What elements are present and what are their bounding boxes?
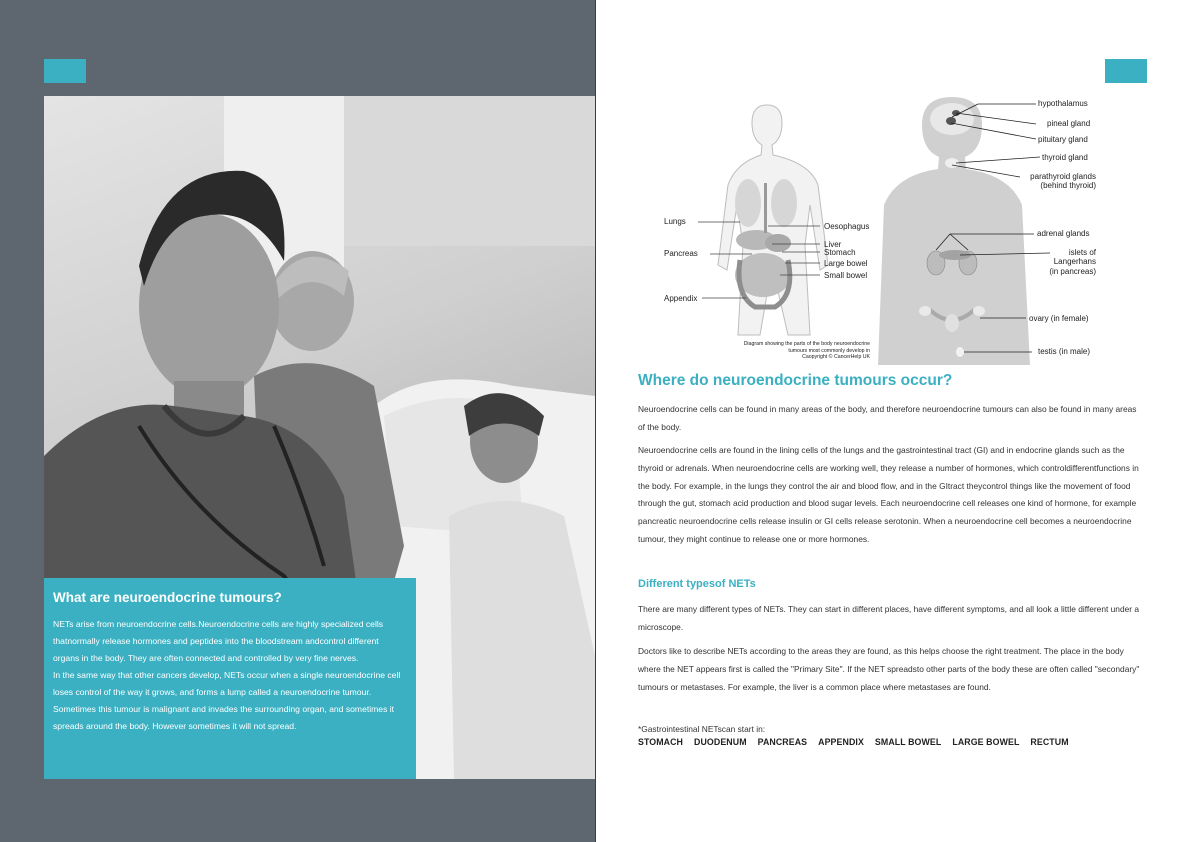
label-pancreas: Pancreas	[664, 249, 698, 258]
label-behind-thyroid: (behind thyroid)	[1040, 181, 1096, 190]
label-parathyroid-glands: parathyroid glands	[1030, 172, 1096, 181]
site-large-bowel: LARGE BOWEL	[952, 737, 1020, 747]
label-small-bowel: Small bowel	[824, 271, 868, 280]
site-pancreas: PANCREAS	[757, 737, 808, 747]
subheading: Different typesof NETs	[638, 578, 756, 590]
primary-sites-list	[638, 737, 1069, 747]
label-pineal-gland: pineal gland	[1047, 119, 1091, 128]
caption-line-2: tumours most commonly develop in	[788, 347, 870, 354]
label-testis: testis (in male)	[1038, 347, 1091, 356]
site-rectum: RECTUM	[1030, 737, 1069, 747]
label-in-pancreas: (in pancreas)	[1049, 267, 1096, 276]
endocrine-body-illustration	[878, 97, 1030, 365]
site-small-bowel: SMALL BOWEL	[874, 737, 942, 747]
label-islets-of: islets of	[1068, 248, 1096, 257]
site-appendix: APPENDIX	[818, 737, 864, 747]
label-hypothalamus: hypothalamus	[1038, 99, 1088, 108]
label-liver: Liver	[824, 240, 842, 249]
diagram-caption	[700, 341, 870, 361]
caption-line-1: Diagram showing the parts of the body neuroendocrine	[743, 341, 870, 347]
box-paragraph-1: NETs arise from neuroendocrine cells.Neuroendocrine cells are highly specialized cells thatnormally release hormones and peptides into the bloodstream andcontrol different organs in the body. They are often connected and controlled by very fine nerves.	[53, 619, 384, 663]
label-adrenal-glands: adrenal glands	[1037, 229, 1090, 238]
paragraph-1: Neuroendocrine cells can be found in many areas of the body, and therefore neuroendocrine tumours can also be found in many areas of the body.	[638, 404, 1137, 432]
label-langerhans: Langerhans	[1053, 257, 1096, 266]
label-pituitary-gland: pituitary gland	[1038, 135, 1088, 144]
caption-line-3: Caopyright © CancerHelp UK	[802, 354, 870, 360]
box-title: What are neuroendocrine tumours?	[53, 590, 282, 605]
label-large-bowel: Large bowel	[824, 259, 868, 268]
gi-note: *Gastrointestinal NETscan start in:	[638, 724, 766, 734]
body-diagram	[660, 95, 1140, 370]
label-thyroid-gland: thyroid gland	[1042, 153, 1088, 162]
site-stomach: STOMACH	[638, 737, 684, 747]
label-lungs: Lungs	[664, 217, 686, 226]
left-accent-tab	[44, 59, 86, 83]
info-box	[44, 578, 416, 779]
page-heading: Where do neuroendocrine tumours occur?	[638, 372, 953, 389]
site-duodenum: DUODENUM	[694, 737, 747, 747]
digestive-body-illustration	[718, 105, 828, 335]
paragraph-4: Doctors like to describe NETs according to the areas they are found, as this helps choose the right treatment. The place in the body where the NET appears first is called the "Primary Site". If the NET spreadsto other parts of the body these are often called "secondary" tumours or metastases. For example, the liver is a common place where metastases are found.	[638, 646, 1140, 692]
label-oesophagus: Oesophagus	[824, 222, 870, 231]
page-spine	[595, 0, 596, 842]
paragraph-3: There are many different types of NETs. They can start in different places, have different symptoms, and all look a little different under a microscope.	[638, 604, 1140, 632]
label-appendix: Appendix	[664, 294, 698, 303]
paragraph-2: Neuroendocrine cells are found in the lining cells of the lungs and the gastrointestinal tract (GI) and in endocrine glands such as the thyroid or adrenals. When neuroendocrine cells are working well, they release a number of hormones, which controldifferentfunctions in the body. For example, in the lungs they control the air and blood flow, and in the GItract theycontrol things like the movement of food through the gut, stomach acid production and blood sugar levels. Each neuroendocrine cell releases one kind of hormone, for example pancreatic neuroendocrine cells release insulin or GI cells release serotonin. When a neuroendocrine cell becomes a neuroendocrine tumour, they might continue to release one or more hormones.	[638, 445, 1139, 544]
label-stomach: Stomach	[824, 248, 856, 257]
right-accent-tab	[1105, 59, 1147, 83]
box-paragraph-2: In the same way that other cancers develop, NETs occur when a single neuroendocrine cell loses control of the way it grows, and forms a lump called a neuroendocrine tumour. Sometimes this tumour is malignant and invades the surrounding organ, and sometimes it spreads around the body. However sometimes it will not spread.	[53, 670, 401, 731]
label-ovary: ovary (in female)	[1029, 314, 1089, 323]
